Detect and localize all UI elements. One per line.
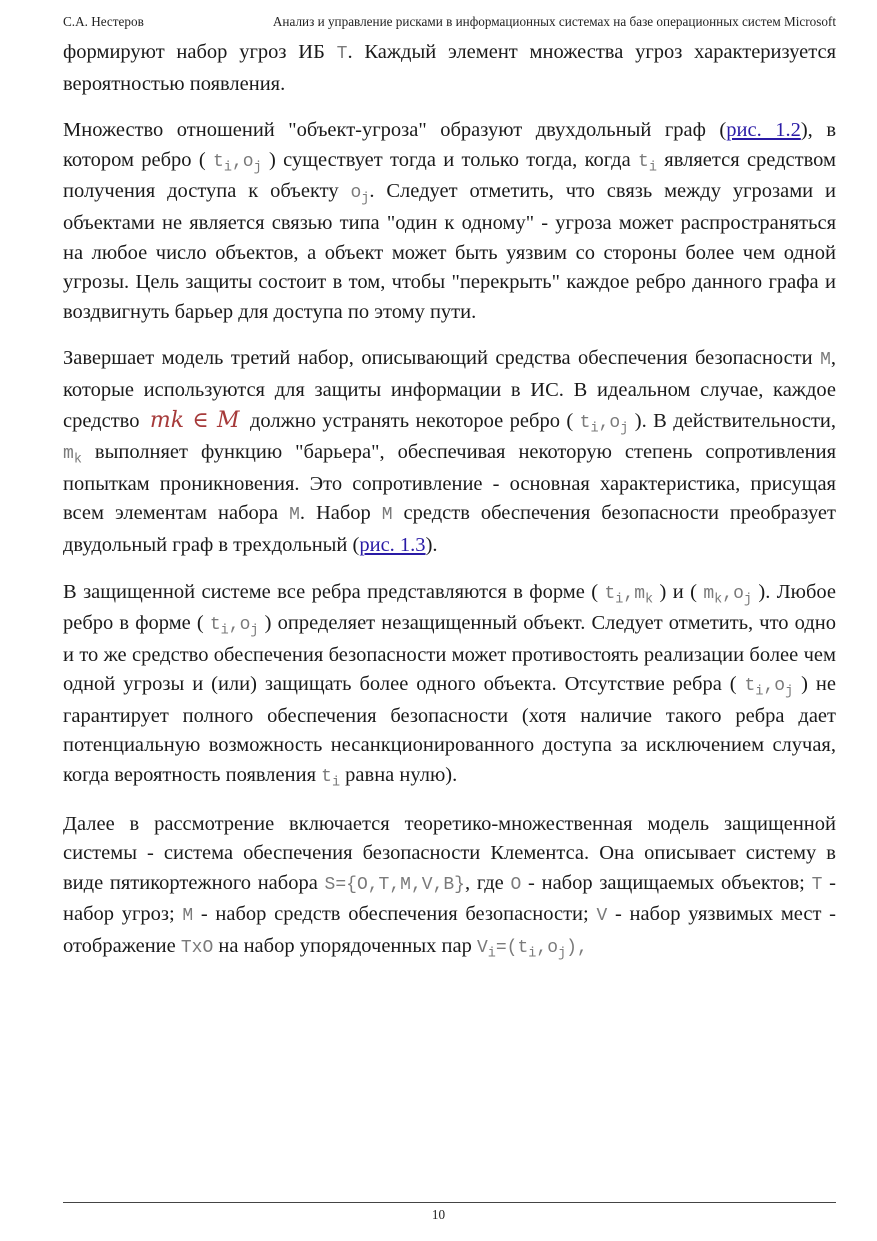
math-M: M	[289, 505, 300, 526]
math-edge-t-o: $t_i,o_j$	[744, 676, 794, 700]
paragraph-4: В защищенной системе все ребра представляются в форме ( $t_i,m_k$ ) и ( $m_k,o_j$ ). Любое ребро в форме ( $t_i,o_j$ ) определяет незащищенный объект. Следует отметить, что одно и то же средство обеспечения безопасности может противостоять реализации более чем одной угрозы и (или) защищать более одного объекта. Отсутствие ребра ( $t_i,o_j$ ) не гарантирует полного обеспечения безопасности (хотя наличие такого ребра дает потенциальную возможность несанкционированного доступа за исключением случая, когда вероятность появления $t_i$ равна нулю).	[63, 580, 836, 791]
header-title: Анализ и управление рисками в информационных системах на базе операционных систем Microsoft	[272, 14, 836, 29]
math-edge-t-o: $t_i,o_j$	[209, 615, 259, 639]
math-edge-m-o: $m_k,o_j$	[703, 583, 752, 608]
math-edge-t-o: $t_i,o_j$	[213, 151, 262, 176]
figure-link-1-3[interactable]: рис. 1.3	[359, 533, 426, 556]
math-TxO: TxO	[180, 938, 214, 959]
math-t-i: $t_i$	[638, 151, 657, 176]
page-body	[63, 38, 836, 981]
math-t-i: $t_i$	[321, 767, 341, 791]
math-M: M	[182, 906, 194, 927]
math-T: T	[336, 44, 348, 64]
paragraph-2: Множество отношений "объект-угроза" образуют двухдольный граф (рис. 1.2), в котором ребро ( $t_i,o_j$ ) существует тогда и только тогда, когда $t_i$ является средством получения доступа к объекту $o_j$. Следует отметить, что связь между угрозами и объектами не является связью типа "один к одному" - угроза может распространяться на любое число объектов, а объект может быть уязвим со стороны более чем одной угрозы. Цель защиты состоит в том, чтобы "перекрыть" каждое ребро данного графа и воздвигнуть барьер для доступа по этому пути.	[63, 119, 836, 323]
math-m-k: $m_k$	[63, 444, 82, 468]
math-edge-t-m: $t_i,m_k$	[604, 583, 654, 608]
math-M: M	[820, 350, 831, 371]
figure-link-1-2[interactable]: рис. 1.2	[726, 119, 801, 142]
paragraph-5: Далее в рассмотрение включается теоретико-множественная модель защищенной системы - система обеспечения безопасности Клементса. Она описывает систему в виде пятикортежного набора S={O,T,M,V,B}, где O - набор защищаемых объектов; T - набор угроз; M - набор средств обеспечения безопасности; V - набор уязвимых мест - отображение TxO на набор упорядоченных пар $V_i=(t_i,o_j)$,	[63, 812, 836, 962]
running-header	[63, 14, 836, 30]
math-T: T	[811, 874, 823, 895]
math-V-i-pair: $V_i=(t_i,o_j)$,	[476, 938, 588, 962]
paragraph-1: формируют набор угроз ИБ T. Каждый элемент множества угроз характеризуется вероятностью появления.	[63, 41, 837, 95]
math-O: O	[510, 874, 522, 895]
footer-divider	[63, 1202, 836, 1203]
math-S-set: S={O,T,M,V,B}	[324, 874, 465, 895]
math-V: V	[596, 906, 608, 927]
formula-mk-in-M: mk ∈ M	[149, 407, 240, 433]
header-author: С.А. Нестеров	[63, 14, 144, 29]
math-edge-t-o: $t_i,o_j$	[579, 412, 629, 437]
page-number: 10	[431, 1207, 446, 1222]
math-o-j: $o_j$	[350, 183, 370, 207]
math-M: M	[381, 505, 393, 526]
paragraph-3: Завершает модель третий набор, описывающий средства обеспечения безопасности M, которые используются для защиты информации в ИС. В идеальном случае, каждое средство mk ∈ M должно устранять некоторое ребро ( $t_i,o_j$ ). В действительности, $m_k$ выполняет функцию "барьера", обеспечивая некоторую степень сопротивления попыткам проникновения. Это сопротивление - основная характеристика, присущая всем элементам набора M. Набор M средств обеспечения безопасности преобразует двудольный граф в трехдольный (рис. 1.3).	[63, 347, 836, 556]
